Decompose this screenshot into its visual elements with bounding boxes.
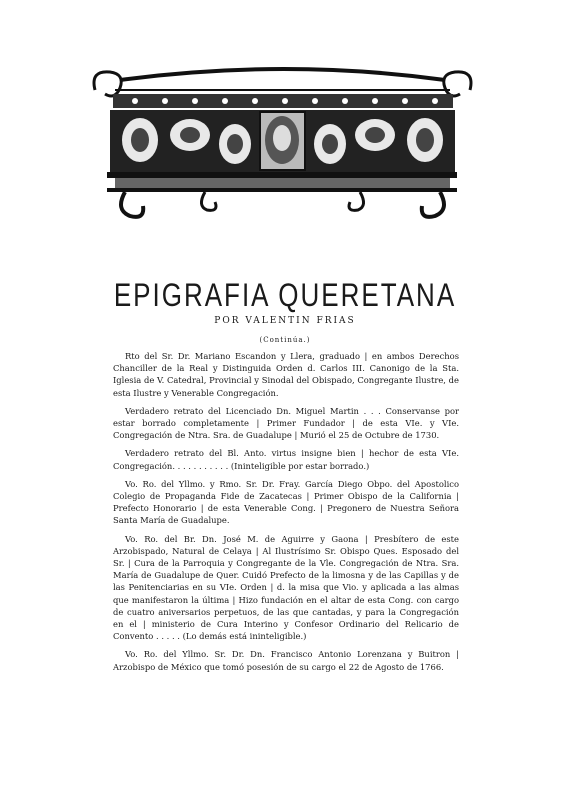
document-title: EPIGRAFIA QUERETANA [113, 276, 457, 314]
inscription-entry: Rto del Sr. Dr. Mariano Escandon y Llera, graduado | en ambos Derechos Chanciller de la Real y Distinguida Orden d. Carlos III. Canonigo de la Sta. Iglesia de V. Catedral, Provincial y Sinodal del Obispado, Congregante Ilustre, de esta Ilustre y Venerable Congregación. [113, 351, 459, 398]
inscription-entry: Verdadero retrato del Bl. Anto. virtus insigne bien | hechor de esta VIe. Congregación. . . . . . . . . . . (Ininteligible por estar borrado.) [113, 448, 459, 471]
inscription-entry: Vo. Ro. del Br. Dn. José M. de Aguirre y Gaona | Presbítero de este Arzobispado, Natural de Celaya | Al Ilustrísimo Sr. Obispo Ques. Esposado del Sr. | Cura de la Parroquia y Congregante de la Vle. Congregación de Ntra. Sra. María de Guadalupe de Quer. Cuidó Prefecto de la limosna y de las Capillas y de las Penitenciarias en su VIe. Orden | d. la misa que Vio. y aplicada a las almas que manifestaron la última | Hizo fundación en el altar de esta Cong. con cargo de cuatro aniversarios perpetuos, de las que cantadas, y para la Congregación en el | ministerio de Cura Interino y Confesor Ordinario del Relicario de Convento . . . . . (Lo demás está ininteligible.) [113, 533, 459, 642]
decorative-header-ornament [85, 60, 480, 220]
inscription-entry: Verdadero retrato del Licenciado Dn. Miguel Martin . . . Conservanse por estar borrado completamente | Primer Fundador | de esta VIe. y VIe. Congregación de Ntra. Sra. de Guadalupe | Murió el 25 de Octubre de 1730. [113, 405, 459, 441]
author-byline: POR VALENTIN FRIAS [214, 316, 356, 326]
inscription-entries [113, 350, 459, 679]
continuation-note: (Continúa.) [259, 336, 311, 344]
inscription-entry: Vo. Ro. del Yllmo. y Rmo. Sr. Dr. Fray. García Diego Obpo. del Apostolico Colegio de Propaganda Fide de Zacatecas | Primer Obispo de la California | Prefecto Honorario | de esta Venerable Cong. | Pregonero de Nuestra Señora Santa María de Guadalupe. [113, 478, 459, 526]
inscription-entry: Vo. Ro. del Yllmo. Sr. Dr. Dn. Francisco Antonio Lorenzana y Buitron | Arzobispo de México que tomó posesión de su cargo el 22 de Agosto de 1766. [113, 649, 459, 672]
